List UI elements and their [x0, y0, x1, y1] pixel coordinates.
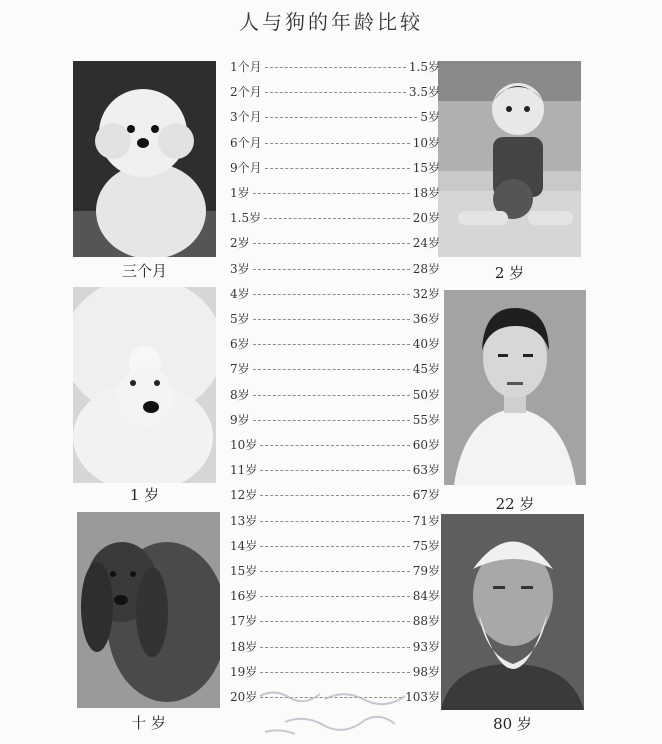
- dashed-leader-line: [253, 395, 410, 396]
- human-age: 88岁: [412, 614, 440, 629]
- poodle-photo: [73, 287, 216, 483]
- dashed-leader-line: [253, 269, 410, 270]
- human-age: 84岁: [412, 589, 440, 604]
- dashed-leader-line: [260, 495, 410, 496]
- human-age: 50岁: [412, 387, 440, 402]
- dashed-leader-line: [260, 571, 410, 572]
- dog-age: 16岁: [230, 589, 258, 604]
- comparison-row: [230, 486, 440, 504]
- comparison-row: [230, 134, 440, 152]
- old-dog-photo: [77, 512, 220, 708]
- comparison-row: [230, 663, 440, 681]
- dog-age: 1岁: [230, 186, 250, 200]
- comparison-row: [230, 260, 440, 278]
- dashed-leader-line: [265, 92, 406, 93]
- dog-age: 8岁: [230, 387, 250, 402]
- dashed-leader-line: [260, 470, 410, 471]
- human-age: 24岁: [412, 236, 440, 251]
- comparison-row: [230, 184, 440, 202]
- dog-age: 14岁: [230, 538, 258, 553]
- page-title: 人与狗的年龄比较: [239, 10, 423, 34]
- dog-age: 4岁: [230, 286, 250, 301]
- comparison-row: [230, 335, 440, 353]
- dashed-leader-line: [253, 243, 410, 244]
- smudge-marks-icon: [255, 684, 435, 742]
- dog-age: 6个月: [230, 135, 262, 150]
- dashed-leader-line: [253, 294, 410, 295]
- comparison-row: [230, 234, 440, 252]
- dog-age: 9岁: [230, 412, 250, 427]
- human-age: 28岁: [412, 261, 440, 276]
- comparison-row: [230, 612, 440, 630]
- human-age: 55岁: [412, 412, 440, 427]
- human-age: 93岁: [412, 639, 440, 654]
- human-age: 40岁: [412, 337, 440, 352]
- human-age: 75岁: [412, 538, 440, 553]
- human-age: 3.5岁: [408, 85, 440, 100]
- dog-age: 20岁: [230, 690, 258, 704]
- comparison-row: [230, 436, 440, 454]
- dashed-leader-line: [253, 193, 410, 194]
- dog-age: 6岁: [230, 337, 250, 352]
- dashed-leader-line: [265, 143, 410, 144]
- comparison-row: [230, 461, 440, 479]
- dashed-leader-line: [265, 67, 406, 68]
- comparison-row: [230, 58, 440, 76]
- human-age: 1.5岁: [408, 60, 440, 74]
- dog-age: 9个月: [230, 160, 262, 175]
- human-age: 18岁: [412, 186, 440, 200]
- comparison-row: [230, 310, 440, 328]
- dashed-leader-line: [260, 596, 410, 597]
- dog-age: 11岁: [230, 463, 258, 478]
- dog-age: 5岁: [230, 312, 250, 326]
- human-age: 79岁: [412, 564, 440, 578]
- dashed-leader-line: [260, 647, 410, 648]
- age-comparison-table: [230, 58, 440, 708]
- baby-photo: [438, 61, 581, 257]
- dashed-leader-line: [260, 621, 410, 622]
- dog-age: 19岁: [230, 664, 258, 679]
- old-dog-caption: 十 岁: [131, 714, 166, 732]
- dog-age: 18岁: [230, 639, 258, 654]
- dog-age: 2个月: [230, 85, 262, 100]
- human-age: 71岁: [412, 513, 440, 528]
- dashed-leader-line: [260, 445, 410, 446]
- puppy-caption: 三个月: [121, 262, 167, 280]
- comparison-row: [230, 83, 440, 101]
- puppy-photo: [73, 61, 216, 257]
- comparison-row: [230, 562, 440, 580]
- comparison-row: [230, 360, 440, 378]
- comparison-row: [230, 411, 440, 429]
- dashed-leader-line: [265, 117, 417, 118]
- comparison-row: [230, 159, 440, 177]
- human-age: 63岁: [412, 463, 440, 478]
- dashed-leader-line: [260, 672, 410, 673]
- human-age: 5岁: [420, 110, 440, 125]
- dashed-leader-line: [260, 546, 410, 547]
- dog-age: 15岁: [230, 564, 258, 578]
- baby-caption: 2 岁: [494, 264, 525, 282]
- human-age: 36岁: [412, 312, 440, 326]
- old-man-caption: 80 岁: [493, 715, 532, 733]
- human-age: 103岁: [405, 690, 440, 704]
- comparison-row: [230, 512, 440, 530]
- dashed-leader-line: [253, 369, 410, 370]
- poodle-caption: 1 岁: [129, 486, 160, 504]
- human-age: 67岁: [412, 488, 440, 503]
- young-man-caption: 22 岁: [495, 495, 535, 513]
- comparison-row: [230, 587, 440, 605]
- dashed-leader-line: [253, 319, 410, 320]
- dashed-leader-line: [264, 218, 410, 219]
- dog-age: 1个月: [230, 60, 262, 74]
- dog-age: 1.5岁: [230, 211, 262, 226]
- human-age: 60岁: [412, 438, 440, 452]
- comparison-row: [230, 386, 440, 404]
- dashed-leader-line: [253, 420, 410, 421]
- dashed-leader-line: [253, 344, 410, 345]
- human-age: 10岁: [412, 135, 440, 150]
- dog-age: 2岁: [230, 236, 250, 251]
- comparison-row: [230, 285, 440, 303]
- dog-age: 3个月: [230, 110, 262, 125]
- comparison-row: [230, 638, 440, 656]
- human-age: 98岁: [412, 664, 440, 679]
- dashed-leader-line: [260, 521, 410, 522]
- old-man-photo: [441, 514, 584, 710]
- young-man-photo: [444, 290, 586, 485]
- comparison-row: [230, 108, 440, 126]
- comparison-row: [230, 209, 440, 227]
- comparison-row: [230, 537, 440, 555]
- human-age: 45岁: [412, 362, 440, 377]
- human-age: 20岁: [412, 211, 440, 226]
- human-age: 32岁: [412, 286, 440, 301]
- dog-age: 13岁: [230, 513, 258, 528]
- dog-age: 3岁: [230, 261, 250, 276]
- dog-age: 12岁: [230, 488, 258, 503]
- dog-age: 10岁: [230, 438, 258, 452]
- dog-age: 7岁: [230, 362, 250, 377]
- human-age: 15岁: [412, 160, 440, 175]
- dashed-leader-line: [265, 168, 410, 169]
- dog-age: 17岁: [230, 614, 258, 629]
